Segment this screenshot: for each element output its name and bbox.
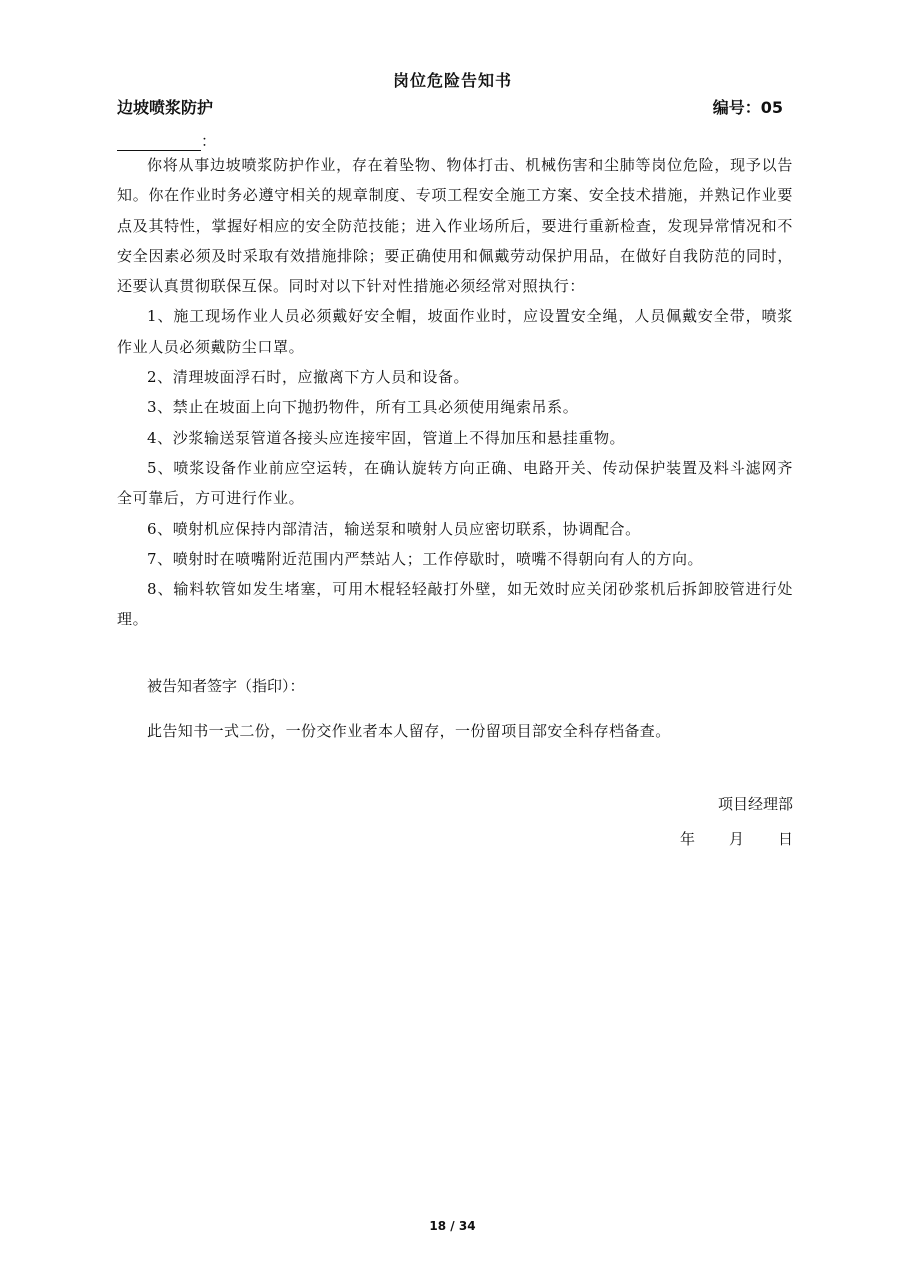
date-day-label: 日	[777, 830, 793, 848]
intro-paragraph: 你将从事边坡喷浆防护作业，存在着坠物、物体打击、机械伤害和尘肺等岗位危险，现予以告知。你在作业时务必遵守相关的规章制度、专项工程安全施工方案、安全技术措施，并熟记作业要点及其特性，掌握好相应的安全防范技能；进入作业场所后，要进行重新检查，发现异常情况和不安全因素必须及时采取有效措施排除；要正确使用和佩戴劳动保护用品，在做好自我防范的同时，还要认真贯彻联保互保。同时对以下针对性措施必须经常对照执行：	[117, 156, 793, 296]
measure-item: 8、输料软管如发生堵塞，可用木棍轻轻敲打外壁，如无效时应关闭砂浆机后拆卸胶管进行处理。	[117, 580, 793, 629]
notice-body	[117, 150, 793, 635]
measure-item: 2、清理坡面浮石时，应撤离下方人员和设备。	[147, 368, 470, 387]
department: 项目经理部	[717, 795, 793, 813]
signature-label: 被告知者签字（指印）：	[147, 677, 305, 695]
measure-item: 5、喷浆设备作业前应空运转，在确认旋转方向正确、电路开关、传动保护装置及料斗滤网齐全可靠后，方可进行作业。	[117, 458, 793, 508]
page-number: 18 / 34	[429, 1219, 476, 1233]
date-month-label: 月	[728, 830, 744, 848]
date-year-label: 年	[679, 830, 695, 848]
salutation	[117, 130, 216, 151]
measure-item: 1、施工现场作业人员必须戴好安全帽，坡面作业时，应设置安全绳，人员佩戴安全带，喷浆作业人员必须戴防尘口罩。	[117, 307, 793, 356]
copies-note: 此告知书一式二份，一份交作业者本人留存，一份留项目部安全科存档备查。	[147, 722, 671, 740]
measure-item: 7、喷射时在喷嘴附近范围内严禁站人；工作停歇时，喷嘴不得朝向有人的方向。	[147, 549, 704, 568]
measure-item: 4、沙浆输送泵管道各接头应连接牢固，管道上不得加压和悬挂重物。	[147, 428, 626, 447]
salutation-colon: ：	[201, 132, 217, 150]
measure-item: 3、禁止在坡面上向下抛扔物件，所有工具必须使用绳索吊系。	[147, 398, 579, 417]
serial-number: 编号：05	[712, 98, 783, 117]
measure-item: 6、喷射机应保持内部清洁，输送泵和喷射人员应密切联系，协调配合。	[147, 519, 641, 538]
document-title: 岗位危险告知书	[392, 71, 512, 90]
name-blank-line	[117, 136, 201, 151]
job-name: 边坡喷浆防护	[117, 98, 214, 117]
date-line	[680, 828, 793, 849]
